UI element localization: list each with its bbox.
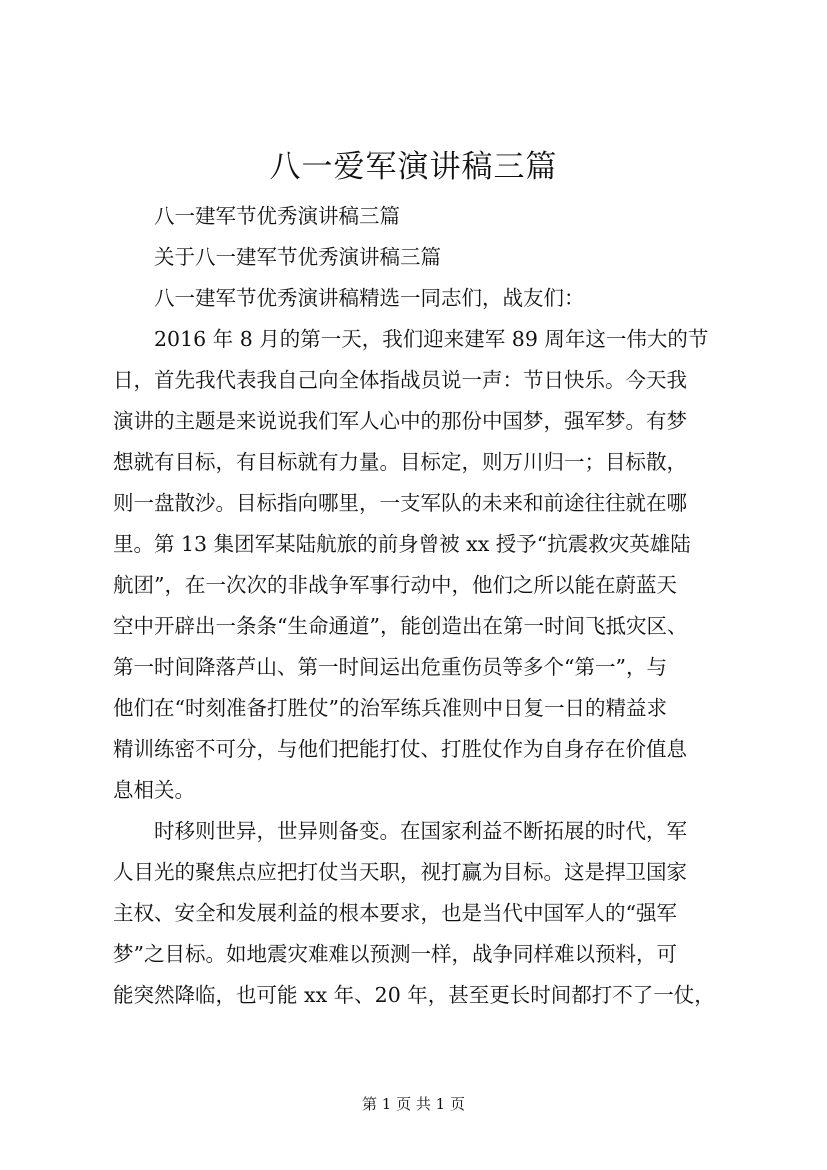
text-line-8: 则一盘散沙。目标指向哪里，一支军队的未来和前途往往就在哪 <box>113 491 687 515</box>
text-line-19: 梦”之目标。如地震灾难难以预测一样，战争同样难以预料，可 <box>113 942 677 966</box>
text-line-5: 日，首先我代表我自己向全体指战员说一声：节日快乐。今天我 <box>113 368 687 392</box>
text-line-11: 空中开辟出一条条“生命通道”，能创造出在第一时间飞抵灾区、 <box>113 614 688 638</box>
text-line-6: 演讲的主题是来说说我们军人心中的那份中国梦，强军梦。有梦 <box>113 409 687 433</box>
document-title: 八一爱军演讲稿三篇 <box>269 149 558 185</box>
text-line-7: 想就有目标，有目标就有力量。目标定，则万川归一；目标散， <box>113 450 687 474</box>
text-line-16: 时移则世异，世异则备变。在国家利益不断拓展的时代，军 <box>154 819 687 843</box>
text-line-9: 里。第 13 集团军某陆航旅的前身曾被 xx 授予“抗震救灾英雄陆 <box>113 532 691 556</box>
text-line-1: 八一建军节优秀演讲稿三篇 <box>154 204 400 228</box>
text-line-10: 航团”，在一次次的非战争军事行动中，他们之所以能在蔚蓝天 <box>113 573 677 597</box>
text-line-12: 第一时间降落芦山、第一时间运出危重伤员等多个“第一”，与 <box>113 655 667 679</box>
document-body <box>113 196 715 1016</box>
text-line-4: 2016 年 8 月的第一天，我们迎来建军 89 周年这一伟大的节 <box>154 327 709 351</box>
text-line-18: 主权、安全和发展利益的根本要求，也是当代中国军人的“强军 <box>113 901 677 925</box>
text-line-3: 八一建军节优秀演讲稿精选一同志们，战友们： <box>154 286 585 310</box>
page-footer: 第 1 页 共 1 页 <box>362 1095 465 1113</box>
text-line-17: 人目光的聚焦点应把打仗当天职，视打赢为目标。这是捍卫国家 <box>113 860 687 884</box>
text-line-15: 息相关。 <box>113 778 195 802</box>
text-line-13: 他们在“时刻准备打胜仗”的治军练兵准则中日复一日的精益求 <box>113 696 667 720</box>
text-line-2: 关于八一建军节优秀演讲稿三篇 <box>154 245 441 269</box>
text-line-20: 能突然降临，也可能 xx 年、20 年，甚至更长时间都打不了一仗， <box>113 983 715 1007</box>
text-line-14: 精训练密不可分，与他们把能打仗、打胜仗作为自身存在价值息 <box>113 737 687 761</box>
